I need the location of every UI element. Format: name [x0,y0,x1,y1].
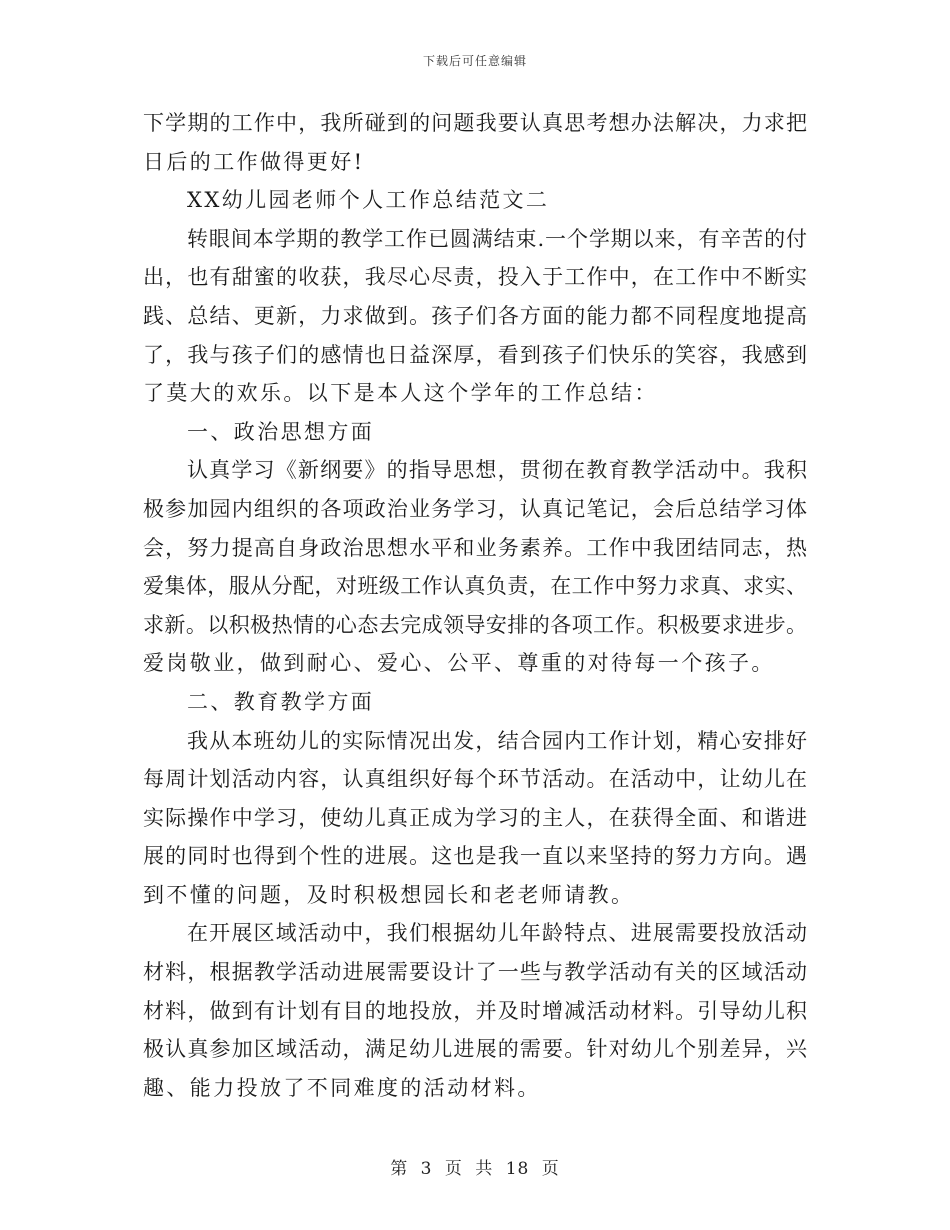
text-line: 我从本班幼儿的实际情况出发，结合园内工作计划，精心安排好 [187,728,807,753]
text-line: 极认真参加区域活动，满足幼儿进展的需要。针对幼儿个别差异，兴 [143,1037,807,1062]
text-line: 爱集体，服从分配，对班级工作认真负责，在工作中努力求真、求实、 [143,574,807,599]
text-line: 转眼间本学期的教学工作已圆满结束.一个学期以来，有辛苦的付 [187,226,807,251]
text-line: 日后的工作做得更好! [143,149,365,174]
text-line: 出，也有甜蜜的收获，我尽心尽责，投入于工作中，在工作中不断实 [143,265,807,290]
section-heading: 一、政治思想方面 [187,419,375,444]
page-number-footer: 第 3 页 共 18 页 [390,1159,560,1179]
text-line: 展的同时也得到个性的进展。这也是我一直以来坚持的努力方向。遇 [143,844,807,869]
text-line: 下学期的工作中，我所碰到的问题我要认真思考想办法解决，力求把 [143,111,807,135]
text-line: 每周计划活动内容，认真组织好每个环节活动。在活动中，让幼儿在 [143,767,807,792]
text-line: 了，我与孩子们的感情也日益深厚，看到孩子们快乐的笑容，我感到 [143,342,807,367]
text-line: 趣、能力投放了不同难度的活动材料。 [143,1075,541,1100]
text-line: 材料，做到有计划有目的地投放，并及时增减活动材料。引导幼儿积 [143,998,807,1023]
text-line: 认真学习《新纲要》的指导思想，贯彻在教育教学活动中。我积 [187,458,807,483]
body-text [143,104,807,1107]
text-line: 会，努力提高自身政治思想水平和业务素养。工作中我团结同志，热 [143,535,807,560]
text-line: 实际操作中学习，使幼儿真正成为学习的主人，在获得全面、和谐进 [143,805,807,830]
header-note: 下载后可任意编辑 [422,54,527,68]
text-line: 求新。以积极热情的心态去完成领导安排的各项工作。积极要求进步。 [143,612,807,637]
text-line: 爱岗敬业，做到耐心、爱心、公平、尊重的对待每一个孩子。 [143,651,775,676]
section-title: XX幼儿园老师个人工作总结范文二 [187,188,550,213]
text-line: 了莫大的欢乐。以下是本人这个学年的工作总结： [143,381,658,406]
text-line: 极参加园内组织的各项政治业务学习，认真记笔记，会后总结学习体 [143,496,807,521]
text-line: 在开展区域活动中，我们根据幼儿年龄特点、进展需要投放活动 [187,921,807,946]
section-heading: 二、教育教学方面 [187,689,375,714]
text-line: 到不懂的问题，及时积极想园长和老老师请教。 [143,882,635,907]
text-line: 践、总结、更新，力求做到。孩子们各方面的能力都不同程度地提高 [143,303,807,328]
text-line: 材料，根据教学活动进展需要设计了一些与教学活动有关的区域活动 [143,960,807,985]
